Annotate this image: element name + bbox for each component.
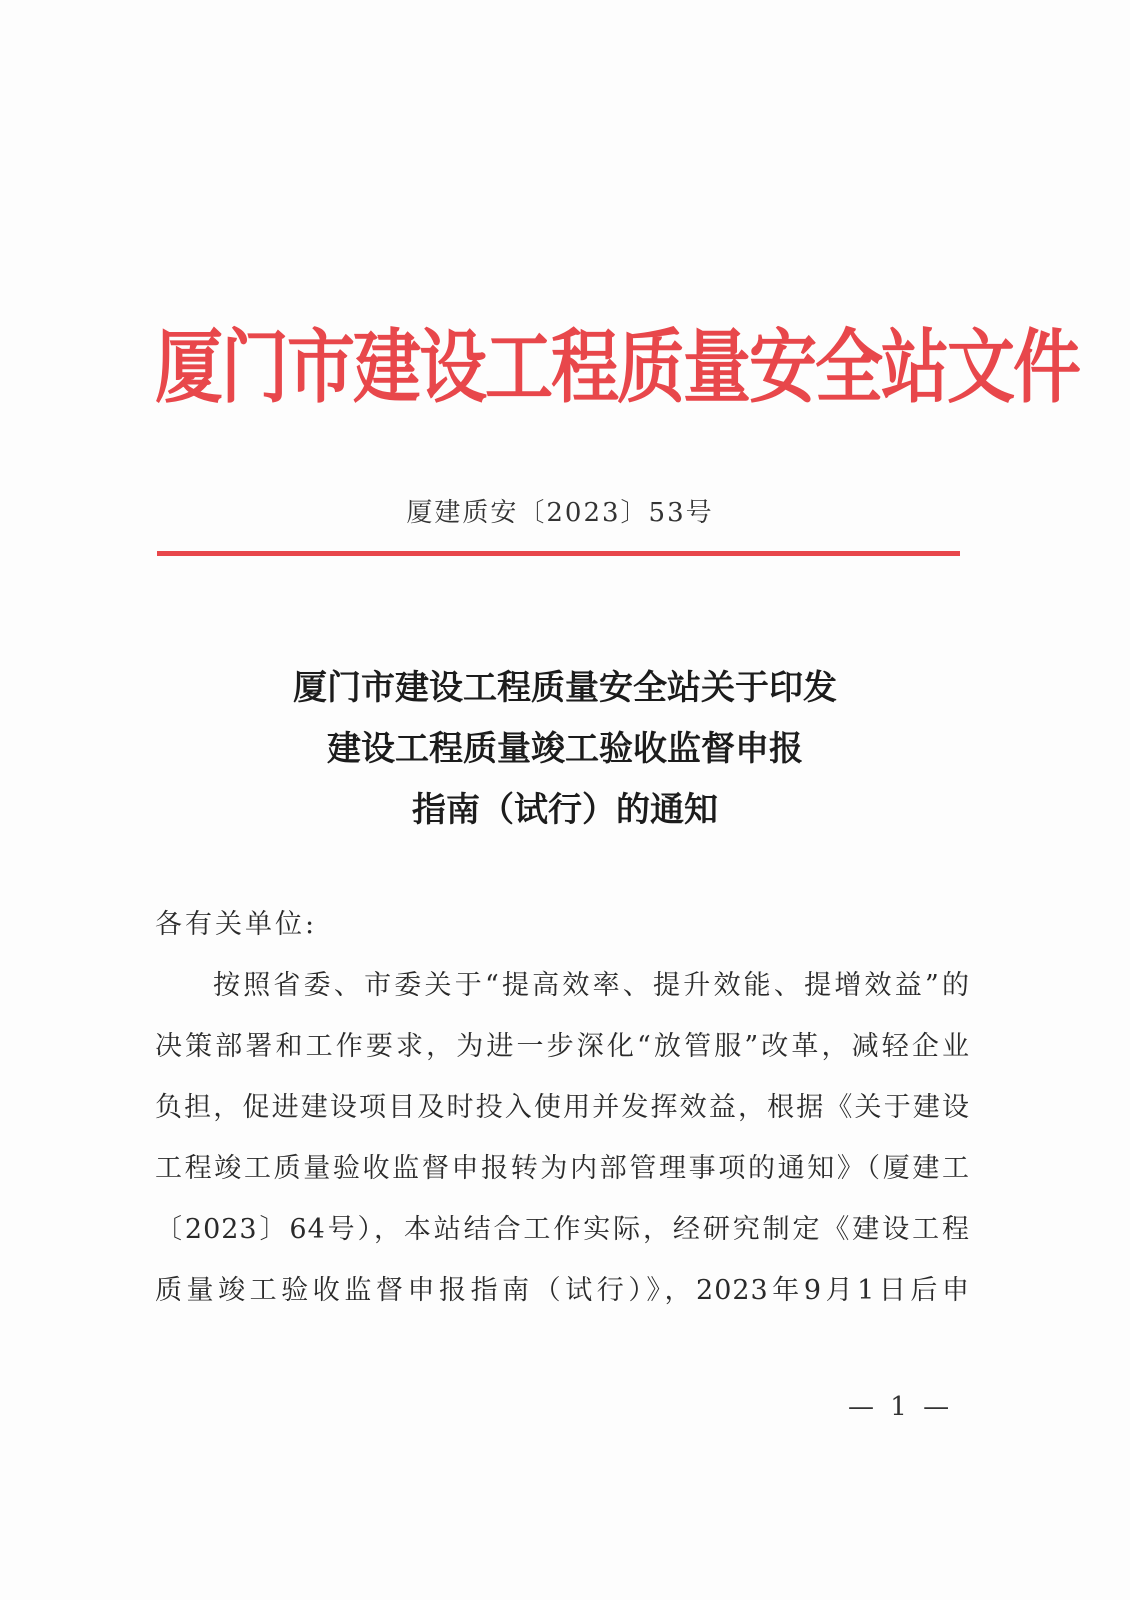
paragraph-line: 质量竣工验收监督申报指南（试行）》，2023年9月1日后申 [155, 1275, 970, 1306]
red-separator-line [157, 551, 960, 556]
paragraph-line: 工程竣工质量验收监督申报转为内部管理事项的通知》（厦建工 [155, 1153, 970, 1184]
notice-title [130, 658, 1000, 841]
title-line: 厦门市建设工程质量安全站关于印发 [293, 668, 837, 708]
document-number: 厦建质安〔2023〕53号 [406, 498, 714, 528]
salutation: 各有关单位: [155, 909, 318, 940]
paragraph-line: 决策部署和工作要求，为进一步深化“放管服”改革，减轻企业 [155, 1031, 970, 1062]
page-number: — 1 — [848, 1392, 954, 1422]
masthead-title: 厦门市建设工程质量安全站文件 [155, 321, 1080, 415]
paragraph-line: 〔2023〕64号），本站结合工作实际，经研究制定《建设工程 [155, 1214, 970, 1245]
title-line: 指南（试行）的通知 [412, 790, 718, 830]
paragraph-line: 负担，促进建设项目及时投入使用并发挥效益，根据《关于建设 [155, 1092, 970, 1123]
title-line: 建设工程质量竣工验收监督申报 [327, 729, 803, 769]
paragraph-line: 按照省委、市委关于“提高效率、提升效能、提增效益”的 [213, 970, 970, 1001]
body-text [155, 895, 970, 1321]
